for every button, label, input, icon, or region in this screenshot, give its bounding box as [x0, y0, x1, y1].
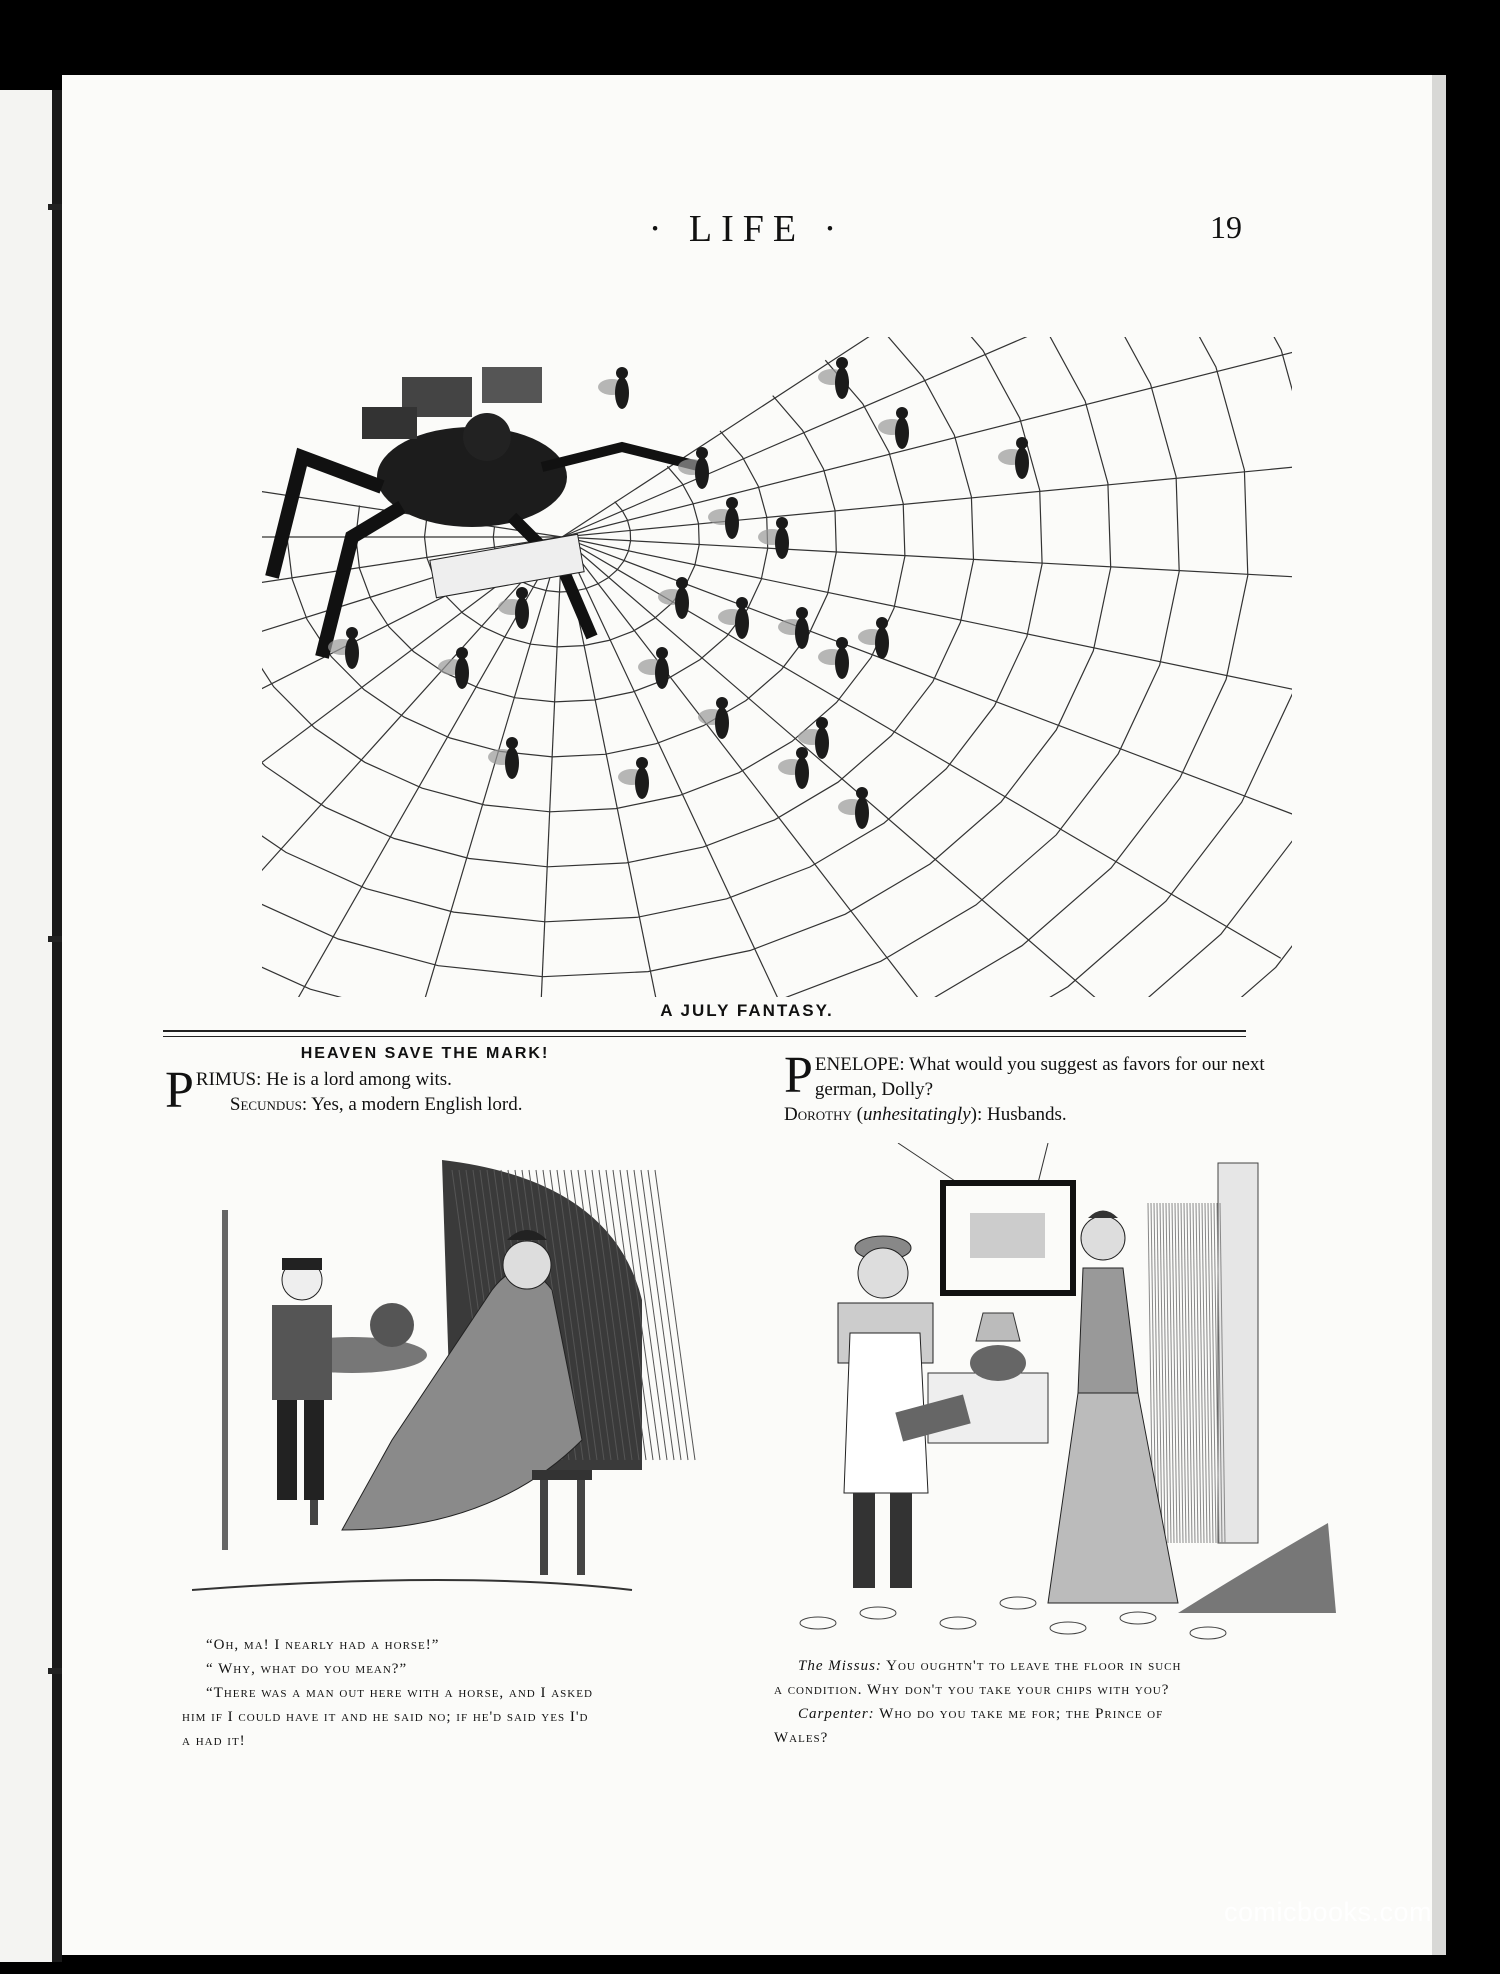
speaker-dorothy: Dorothy — [784, 1104, 852, 1125]
caption-line: “Oh, ma! I nearly had a horse!” — [206, 1637, 440, 1653]
stage-direction: unhesitatingly — [862, 1104, 971, 1125]
masthead-title: · LIFE · — [648, 208, 846, 250]
caption-line: Wales? — [774, 1730, 829, 1746]
dialog-line: Husbands. — [986, 1104, 1067, 1125]
fairy-figures — [328, 357, 1029, 829]
spider-figure — [272, 367, 702, 657]
joke-title: HEAVEN SAVE THE MARK! — [300, 1045, 550, 1062]
boy-figure — [272, 1258, 332, 1500]
carpenter-and-missus-illustration — [758, 1143, 1336, 1649]
dialog-line: : He is a lord among wits. — [256, 1069, 452, 1090]
drop-cap: P — [784, 1047, 813, 1104]
caption-line: a condition. Why don't you take your chips with you? — [774, 1682, 1170, 1698]
caption-line: him if I could have it and he said no; if he'd said yes I'd — [182, 1709, 589, 1725]
speaker-carpenter: Carpenter: — [798, 1706, 875, 1722]
page-number: 19 — [1210, 209, 1242, 245]
carpenter-figure — [838, 1236, 971, 1588]
speaker-primus: RIMUS — [195, 1069, 257, 1090]
caption-line: “ Why, what do you mean?” — [206, 1661, 408, 1677]
missus-figure — [1048, 1211, 1178, 1604]
spider-web-illustration — [262, 337, 1292, 997]
caption-line: You oughtn't to leave the floor in such — [886, 1658, 1182, 1674]
joke-penelope: P ENELOPE: What would you suggest as favors for our next german, Dolly? Dorothy (unhesitatingly): Husbands. — [784, 1047, 1265, 1125]
caption-line: Who do you take me for; the Prince of — [879, 1706, 1164, 1722]
caption-line: “There was a man out here with a horse, and I asked — [206, 1685, 593, 1701]
divider-rule — [163, 1036, 1246, 1037]
drop-cap: P — [165, 1062, 194, 1119]
joke-heaven-save-the-mark — [165, 1045, 685, 1117]
book-spine — [52, 90, 62, 1962]
caption-line: a had it! — [182, 1733, 246, 1749]
watermark-text: comicbooks.com — [1224, 1897, 1433, 1927]
divider-rule — [163, 1030, 1246, 1032]
speaker-secundus: Secundus — [229, 1094, 302, 1115]
boy-cartoon-caption — [182, 1633, 742, 1753]
dialog-line: : Yes, a modern English lord. — [301, 1094, 523, 1115]
page-edge — [1432, 75, 1446, 1955]
magazine-page — [62, 75, 1432, 1955]
speaker-penelope: ENELOPE — [814, 1054, 900, 1075]
dialog-line: : What would you suggest as favors for our next german, Dolly? — [814, 1054, 1265, 1100]
speaker-missus: The Missus: — [798, 1658, 882, 1674]
top-cartoon-caption: A JULY FANTASY. — [660, 1001, 834, 1020]
boy-and-mother-illustration — [192, 1140, 747, 1630]
carpenter-cartoon-caption — [774, 1654, 1314, 1750]
